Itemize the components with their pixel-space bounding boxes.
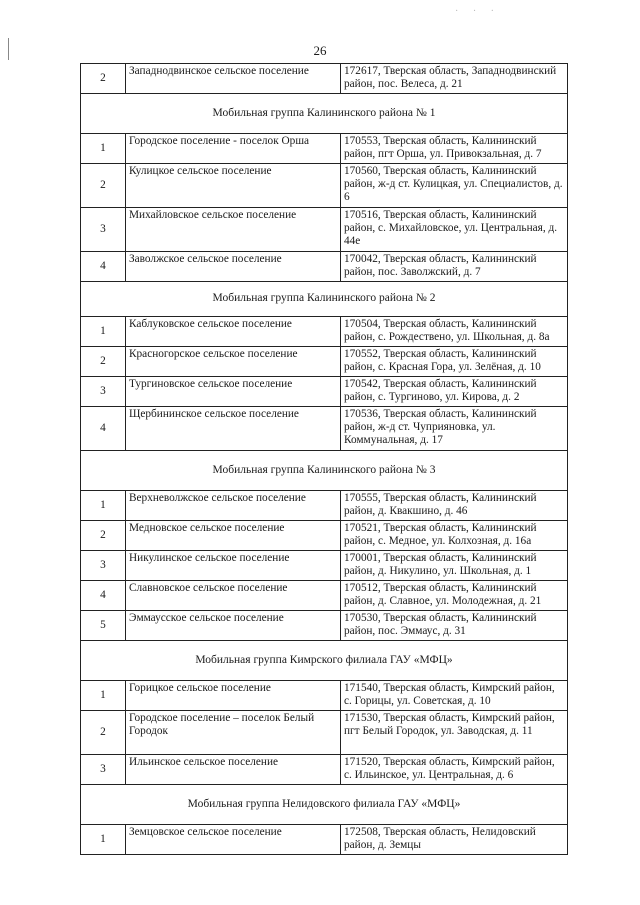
settlement-address: 171520, Тверская область, Кимрский район, с. Ильинское, ул. Центральная, д. 6	[341, 755, 568, 785]
row-number: 1	[81, 825, 126, 855]
table-row	[81, 377, 568, 407]
table-row	[81, 825, 568, 855]
row-number: 3	[81, 377, 126, 407]
table-row	[81, 521, 568, 551]
scan-artifact: · · ·	[455, 6, 500, 17]
settlement-address: 170536, Тверская область, Калининский район, ж-д ст. Чуприяновка, ул. Коммунальная, д. 17	[341, 407, 568, 451]
row-number: 1	[81, 681, 126, 711]
mobile-groups-table	[80, 63, 568, 855]
settlement-name: Заволжское сельское поселение	[126, 252, 341, 282]
table-row	[81, 407, 568, 451]
table-row	[81, 164, 568, 208]
settlement-address: 170512, Тверская область, Калининский район, д. Славное, ул. Молодежная, д. 21	[341, 581, 568, 611]
table-row	[81, 252, 568, 282]
table-row	[81, 491, 568, 521]
settlement-name: Эммаусское сельское поселение	[126, 611, 341, 641]
row-number: 3	[81, 551, 126, 581]
settlement-name: Щербининское сельское поселение	[126, 407, 341, 451]
group-title: Мобильная группа Калининского района № 1	[81, 94, 568, 134]
group-title: Мобильная группа Калининского района № 3	[81, 451, 568, 491]
settlement-name: Медновское сельское поселение	[126, 521, 341, 551]
settlement-address: 170001, Тверская область, Калининский район, д. Никулино, ул. Школьная, д. 1	[341, 551, 568, 581]
table-row	[81, 611, 568, 641]
settlement-name: Ильинское сельское поселение	[126, 755, 341, 785]
group-title: Мобильная группа Нелидовского филиала ГАУ «МФЦ»	[81, 785, 568, 825]
row-number: 3	[81, 755, 126, 785]
table-row	[81, 755, 568, 785]
table-row	[81, 551, 568, 581]
settlement-address: 170560, Тверская область, Калининский район, ж-д ст. Кулицкая, ул. Специалистов, д. 6	[341, 164, 568, 208]
row-number: 1	[81, 491, 126, 521]
settlement-address: 170530, Тверская область, Калининский район, пос. Эммаус, д. 31	[341, 611, 568, 641]
table-row	[81, 134, 568, 164]
table-row	[81, 208, 568, 252]
settlement-address: 171540, Тверская область, Кимрский район, с. Горицы, ул. Советская, д. 10	[341, 681, 568, 711]
table-row	[81, 347, 568, 377]
group-header-row	[81, 451, 568, 491]
settlement-name: Земцовское сельское поселение	[126, 825, 341, 855]
group-title: Мобильная группа Кимрского филиала ГАУ «МФЦ»	[81, 641, 568, 681]
settlement-address: 172617, Тверская область, Западнодвинский район, пос. Велеса, д. 21	[341, 64, 568, 94]
table-row	[81, 581, 568, 611]
settlement-name: Никулинское сельское поселение	[126, 551, 341, 581]
settlement-name: Славновское сельское поселение	[126, 581, 341, 611]
settlement-name: Городское поселение - поселок Орша	[126, 134, 341, 164]
row-number: 1	[81, 317, 126, 347]
row-number: 4	[81, 581, 126, 611]
row-number: 1	[81, 134, 126, 164]
page-number: 26	[313, 43, 327, 58]
table-row	[81, 317, 568, 347]
settlement-name: Михайловское сельское поселение	[126, 208, 341, 252]
settlement-address: 170553, Тверская область, Калининский район, пгт Орша, ул. Привокзальная, д. 7	[341, 134, 568, 164]
row-number: 2	[81, 64, 126, 94]
table-row	[81, 711, 568, 755]
settlement-name: Верхневолжское сельское поселение	[126, 491, 341, 521]
settlement-address: 170516, Тверская область, Калининский район, с. Михайловское, ул. Центральная, д. 44е	[341, 208, 568, 252]
row-number: 2	[81, 347, 126, 377]
group-header-row	[81, 94, 568, 134]
settlement-name: Горицкое сельское поселение	[126, 681, 341, 711]
settlement-address: 172508, Тверская область, Нелидовский район, д. Земцы	[341, 825, 568, 855]
row-number: 2	[81, 521, 126, 551]
table-row	[81, 64, 568, 94]
group-header-row	[81, 785, 568, 825]
row-number: 2	[81, 164, 126, 208]
group-title: Мобильная группа Калининского района № 2	[81, 282, 568, 317]
row-number: 4	[81, 252, 126, 282]
settlement-name: Тургиновское сельское поселение	[126, 377, 341, 407]
settlement-name: Красногорское сельское поселение	[126, 347, 341, 377]
table-row	[81, 681, 568, 711]
settlement-address: 170042, Тверская область, Калининский район, пос. Заволжский, д. 7	[341, 252, 568, 282]
group-header-row	[81, 282, 568, 317]
row-number: 3	[81, 208, 126, 252]
settlement-address: 170521, Тверская область, Калининский район, с. Медное, ул. Колхозная, д. 16а	[341, 521, 568, 551]
settlement-name: Кулицкое сельское поселение	[126, 164, 341, 208]
group-header-row	[81, 641, 568, 681]
settlement-name: Городское поселение – поселок Белый Городок	[126, 711, 341, 755]
settlement-address: 170555, Тверская область, Калининский район, д. Квакшино, д. 46	[341, 491, 568, 521]
settlement-address: 171530, Тверская область, Кимрский район, пгт Белый Городок, ул. Заводская, д. 11	[341, 711, 568, 755]
row-number: 5	[81, 611, 126, 641]
row-number: 2	[81, 711, 126, 755]
settlement-name: Каблуковское сельское поселение	[126, 317, 341, 347]
row-number: 4	[81, 407, 126, 451]
settlement-address: 170504, Тверская область, Калининский район, с. Рождествено, ул. Школьная, д. 8а	[341, 317, 568, 347]
settlement-address: 170552, Тверская область, Калининский район, с. Красная Гора, ул. Зелёная, д. 10	[341, 347, 568, 377]
settlement-address: 170542, Тверская область, Калининский район, с. Тургиново, ул. Кирова, д. 2	[341, 377, 568, 407]
settlement-name: Западнодвинское сельское поселение	[126, 64, 341, 94]
